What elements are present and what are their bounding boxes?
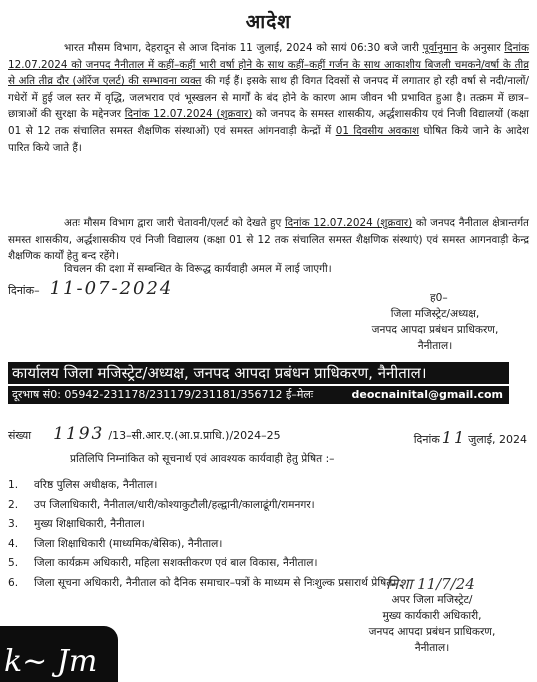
order-paragraph-3: विचलन की दशा में सम्बन्धित के विरूद्ध कार्यवाही अमल में लाई जाएगी। xyxy=(64,263,332,275)
reference-label: संख्या xyxy=(8,429,32,442)
reference-line xyxy=(8,424,529,447)
list-item: 6. जिला सूचना अधिकारी, नैनीताल को दैनिक समाचार–पत्रों के माध्यम से निःशुल्क प्रसारार्थ प्रेषित। xyxy=(8,576,397,589)
issue-date-handwritten: 11-07-2024 xyxy=(49,278,174,299)
reference-date: दिनांक 11 जुलाई, 2024 xyxy=(413,428,527,447)
list-item: 5. जिला कार्यक्रम अधिकारी, महिला सशक्तीकरण एवं बाल विकास, नैनीताल। xyxy=(8,557,318,569)
issue-date xyxy=(8,278,173,299)
order-title: आदेश xyxy=(245,11,292,33)
signed-mark: ह0– xyxy=(430,292,448,304)
order-paragraph-2: अतः मौसम विभाग द्वारा जारी चेतावनी/एलर्ट को देखते हुए दिनांक 12.07.2024 (शुक्रवार) को जनपद नैनीताल क्षेत्रान्तर्गत समस्त शासकीय, अर्द्धशासकीय एवं निजी विद्यालय (कक्षा 01 से 12 तक संचालित समस्त शैक्षणिक संस्थाएं) एवं समस्त आगनवाड़ी केन्द्र शैक्षणिक कार्यों हेतु बन्द रहेंगे। xyxy=(8,217,529,263)
issue-date-label: दिनांक– xyxy=(8,284,40,297)
reference-number-handwritten: 1193 xyxy=(53,424,105,444)
copy-intro: प्रतिलिपि निम्नांकित को सूचनार्थ एवं आवश्यक कार्यवाही हेतु प्रेषित :– xyxy=(70,453,335,465)
dm-location: नैनीताल। xyxy=(417,340,453,352)
office-header-bar: कार्यालय जिला मजिस्ट्रेट/अध्यक्ष, जनपद आपदा प्रबंधन प्राधिकरण, नैनीताल। xyxy=(8,362,509,384)
reference-day-handwritten: 11 xyxy=(441,428,467,447)
contact-bar xyxy=(8,386,509,404)
list-item: 3. मुख्य शिक्षाधिकारी, नैनीताल। xyxy=(8,518,145,530)
corner-overlay xyxy=(0,626,118,682)
adm-location: नैनीताल। xyxy=(414,642,450,654)
adm-role: मुख्य कार्यकारी अधिकारी, xyxy=(382,610,482,622)
adm-signature-block xyxy=(332,575,532,656)
reference-code: /13–सी.आर.ए.(आ.प्र.प्राधि.)/2024–25 xyxy=(108,429,281,442)
list-item: 2. उप जिलाधिकारी, नैनीताल/धारी/कोश्याकुटौली/हल्द्वानी/कालाढूंगी/रामनगर। xyxy=(8,498,315,511)
dm-designation: जिला मजिस्ट्रेट/अध्यक्ष, xyxy=(390,308,480,320)
list-item: 1. वरिष्ठ पुलिस अधीक्षक, नैनीताल। xyxy=(8,479,158,491)
handwritten-signature: निशा 11/7/24 xyxy=(386,575,475,593)
phone-text: दूरभाष सं0: 05942-231178/231179/231181/356712 ई–मेलः xyxy=(12,388,314,401)
adm-authority: जनपद आपदा प्रबंधन प्राधिकरण, xyxy=(368,626,496,638)
list-item: 4. जिला शिक्षाधिकारी (माध्यमिक/बेसिक), नैनीताल। xyxy=(8,537,223,550)
dm-authority: जनपद आपदा प्रबंधन प्राधिकरण, xyxy=(371,324,499,336)
email-address: deocnainital@gmail.com xyxy=(351,388,503,401)
order-paragraph-1: भारत मौसम विभाग, देहरादून से आज दिनांक 11 जुलाई, 2024 को सायं 06:30 बजे जारी पूर्वानुमान के अनुसार दिनांक 12.07.2024 को जनपद नैनीताल में कहीं–कहीं भारी वर्षा होने के साथ कहीं–कहीं गर्जन के साथ आकाशीय बिजली चमकने/वर्षा के तीव्र से अति तीव्र दौर (ऑरेंज एलर्ट) की सम्भावना व्यक्त की गई हैं। इसके साथ ही विगत दिवसों से जनपद में लगातार हो रही वर्षा से नदी/नालों/गधेरों में हुई जल स्तर में वृद्धि, जलभराव एवं भूस्खलन से मार्गों के बंद होने के कारण आम जीवन भी प्रभावित हुआ है। तत्क्रम में छात्र–छात्राओं की सुरक्षा के मद्देनजर दिनांक 12.07.2024 (शुक्रवार) को जनपद के समस्त शासकीय, अर्द्धशासकीय एवं निजी विद्यालयों (कक्षा 01 से 12 तक संचालित समस्त शैक्षणिक संस्थाओं) एवं समस्त आंगनवाड़ी केन्द्रों में 01 दिवसीय अवकाश घोषित किये जाने के आदेश पारित किये जाते हैं। xyxy=(8,42,530,154)
corner-scribble: k~ Jm xyxy=(4,644,98,679)
adm-designation: अपर जिला मजिस्ट्रेट/ xyxy=(391,594,473,606)
dm-signature-block xyxy=(340,290,530,354)
